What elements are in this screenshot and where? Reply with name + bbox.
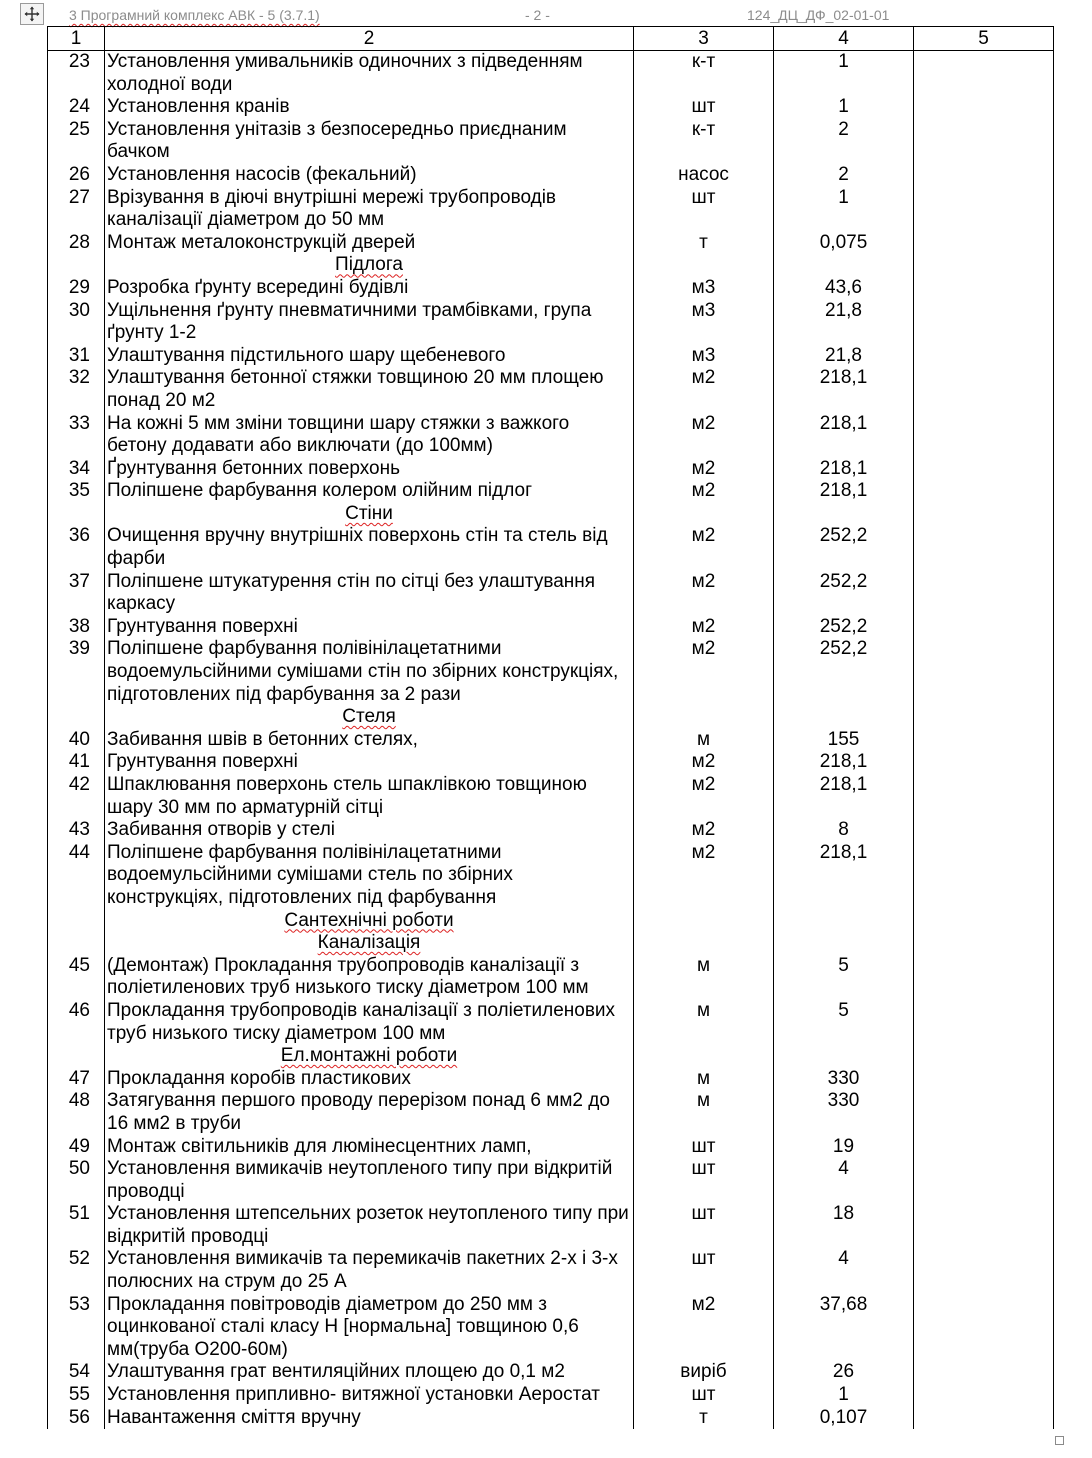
row-note — [914, 300, 1054, 345]
row-number: 26 — [48, 164, 105, 187]
section-cell-note — [914, 910, 1054, 933]
row-number: 38 — [48, 616, 105, 639]
row-description: Прокладання коробів пластикових — [105, 1068, 634, 1091]
table-row — [48, 1203, 1054, 1248]
row-number: 54 — [48, 1361, 105, 1384]
section-cell — [105, 503, 634, 526]
section-title: Ел.монтажні роботи — [280, 1045, 458, 1067]
row-note — [914, 1090, 1054, 1135]
section-cell — [105, 254, 634, 277]
row-description: Монтаж світильників для люмінесцентних ламп, — [105, 1136, 634, 1159]
row-unit: м — [634, 729, 774, 752]
row-quantity: 21,8 — [774, 300, 914, 345]
table-row — [48, 1068, 1054, 1091]
row-note — [914, 1158, 1054, 1203]
row-number: 23 — [48, 51, 105, 97]
row-description: Забивання швів в бетонних стелях, — [105, 729, 634, 752]
row-description: Установлення штепсельних розеток неутопленого типу при відкритій проводці — [105, 1203, 634, 1248]
row-quantity: 1 — [774, 96, 914, 119]
row-note — [914, 277, 1054, 300]
row-unit: м2 — [634, 774, 774, 819]
section-cell-number — [48, 910, 105, 933]
row-unit: м2 — [634, 1294, 774, 1362]
row-note — [914, 1203, 1054, 1248]
row-quantity: 2 — [774, 164, 914, 187]
section-cell-unit — [634, 1045, 774, 1068]
row-note — [914, 458, 1054, 481]
row-number: 56 — [48, 1407, 105, 1430]
section-cell-note — [914, 932, 1054, 955]
row-number: 35 — [48, 480, 105, 503]
row-unit: м3 — [634, 277, 774, 300]
row-unit: м2 — [634, 616, 774, 639]
row-note — [914, 51, 1054, 97]
row-unit: м — [634, 1068, 774, 1091]
row-description: Установлення вимикачів неутопленого типу при відкритій проводці — [105, 1158, 634, 1203]
row-description: Улаштування підстильного шару щебеневого — [105, 345, 634, 368]
row-description: Розробка ґрунту всередині будівлі — [105, 277, 634, 300]
row-note — [914, 1000, 1054, 1045]
row-quantity: 218,1 — [774, 367, 914, 412]
table-row — [48, 774, 1054, 819]
section-row — [48, 706, 1054, 729]
row-number: 29 — [48, 277, 105, 300]
column-header-row — [48, 27, 1054, 51]
section-title: Стіни — [345, 502, 393, 524]
row-note — [914, 955, 1054, 1000]
row-quantity: 0,107 — [774, 1407, 914, 1430]
row-description: Поліпшене фарбування полівінілацетатними водоемульсійними сумішами стель по збірних конструкціях, підготовлених під фарбування — [105, 842, 634, 910]
row-unit: шт — [634, 1248, 774, 1293]
row-quantity: 218,1 — [774, 751, 914, 774]
table-row — [48, 955, 1054, 1000]
row-description: Навантаження сміття вручну — [105, 1407, 634, 1430]
row-quantity: 0,075 — [774, 232, 914, 255]
section-cell-unit — [634, 910, 774, 933]
row-number: 41 — [48, 751, 105, 774]
row-note — [914, 1407, 1054, 1430]
row-quantity: 218,1 — [774, 842, 914, 910]
section-title: Підлога — [335, 254, 403, 276]
section-cell — [105, 932, 634, 955]
row-unit: м2 — [634, 638, 774, 706]
row-quantity: 8 — [774, 819, 914, 842]
row-description: Грунтування поверхні — [105, 751, 634, 774]
table-row — [48, 842, 1054, 910]
row-description: Установлення насосів (фекальний) — [105, 164, 634, 187]
row-number: 51 — [48, 1203, 105, 1248]
row-unit: насос — [634, 164, 774, 187]
row-number: 53 — [48, 1294, 105, 1362]
row-quantity: 19 — [774, 1136, 914, 1159]
row-unit: м2 — [634, 413, 774, 458]
row-quantity: 1 — [774, 51, 914, 97]
row-note — [914, 616, 1054, 639]
table-row — [48, 1361, 1054, 1384]
section-cell-qty — [774, 932, 914, 955]
row-note — [914, 187, 1054, 232]
header-page-number: - 2 - — [525, 7, 550, 23]
row-quantity: 5 — [774, 1000, 914, 1045]
row-note — [914, 819, 1054, 842]
table-row — [48, 277, 1054, 300]
row-quantity: 5 — [774, 955, 914, 1000]
section-cell-qty — [774, 254, 914, 277]
row-number: 28 — [48, 232, 105, 255]
table-row — [48, 616, 1054, 639]
table-row — [48, 638, 1054, 706]
row-quantity: 18 — [774, 1203, 914, 1248]
section-cell-unit — [634, 932, 774, 955]
table-row — [48, 729, 1054, 752]
table-row — [48, 232, 1054, 255]
section-cell-unit — [634, 706, 774, 729]
row-quantity: 21,8 — [774, 345, 914, 368]
row-unit: м2 — [634, 458, 774, 481]
row-number: 32 — [48, 367, 105, 412]
table-move-handle-icon[interactable] — [20, 3, 44, 25]
row-description: Монтаж металоконструкцій дверей — [105, 232, 634, 255]
row-description: Ущільнення ґрунту пневматичними трамбівками, група ґрунту 1-2 — [105, 300, 634, 345]
row-number: 36 — [48, 525, 105, 570]
row-number: 46 — [48, 1000, 105, 1045]
section-cell-note — [914, 254, 1054, 277]
section-row — [48, 910, 1054, 933]
row-unit: м3 — [634, 345, 774, 368]
row-description: На кожні 5 мм зміни товщини шару стяжки з важкого бетону додавати або виключати (до 100мм) — [105, 413, 634, 458]
row-number: 24 — [48, 96, 105, 119]
row-unit: м2 — [634, 842, 774, 910]
row-number: 50 — [48, 1158, 105, 1203]
row-description: Установлення умивальників одиночних з підведенням холодної води — [105, 51, 634, 97]
row-quantity: 4 — [774, 1158, 914, 1203]
row-note — [914, 525, 1054, 570]
row-quantity: 4 — [774, 1248, 914, 1293]
table-body — [48, 51, 1054, 1430]
section-cell-qty — [774, 910, 914, 933]
section-title: Стеля — [342, 706, 396, 728]
row-unit: м2 — [634, 819, 774, 842]
row-description: Установлення кранів — [105, 96, 634, 119]
row-description: Забивання отворів у стелі — [105, 819, 634, 842]
table-row — [48, 413, 1054, 458]
row-quantity: 1 — [774, 187, 914, 232]
row-number: 27 — [48, 187, 105, 232]
row-description: Улаштування грат вентиляційних площею до 0,1 м2 — [105, 1361, 634, 1384]
row-quantity: 26 — [774, 1361, 914, 1384]
section-row — [48, 932, 1054, 955]
column-header: 2 — [105, 27, 634, 51]
table-row — [48, 1248, 1054, 1293]
table-row — [48, 96, 1054, 119]
row-unit: виріб — [634, 1361, 774, 1384]
row-note — [914, 774, 1054, 819]
row-description: Поліпшене фарбування полівінілацетатними водоемульсійними сумішами стін по збірних конструкціях, підготовлених під фарбування за 2 рази — [105, 638, 634, 706]
section-cell-qty — [774, 706, 914, 729]
section-cell-number — [48, 254, 105, 277]
row-note — [914, 1361, 1054, 1384]
section-cell-qty — [774, 1045, 914, 1068]
row-note — [914, 164, 1054, 187]
table-row — [48, 367, 1054, 412]
column-header: 4 — [774, 27, 914, 51]
table-row — [48, 1384, 1054, 1407]
row-unit: м — [634, 1090, 774, 1135]
table-row — [48, 187, 1054, 232]
row-number: 30 — [48, 300, 105, 345]
row-quantity: 252,2 — [774, 638, 914, 706]
table-row — [48, 300, 1054, 345]
section-cell-qty — [774, 503, 914, 526]
row-note — [914, 413, 1054, 458]
table-row — [48, 751, 1054, 774]
row-note — [914, 345, 1054, 368]
row-description: Установлення унітазів з безпосередньо приєднаним бачком — [105, 119, 634, 164]
table-row — [48, 1294, 1054, 1362]
column-header: 5 — [914, 27, 1054, 51]
row-description: Установлення припливно- витяжної установки Аеростат — [105, 1384, 634, 1407]
table-row — [48, 1158, 1054, 1203]
row-number: 52 — [48, 1248, 105, 1293]
section-cell-note — [914, 503, 1054, 526]
table-row — [48, 525, 1054, 570]
row-note — [914, 638, 1054, 706]
row-quantity: 218,1 — [774, 413, 914, 458]
table-row — [48, 1000, 1054, 1045]
row-note — [914, 751, 1054, 774]
row-quantity: 2 — [774, 119, 914, 164]
section-cell-number — [48, 1045, 105, 1068]
row-number: 40 — [48, 729, 105, 752]
table-row — [48, 819, 1054, 842]
row-number: 48 — [48, 1090, 105, 1135]
row-number: 39 — [48, 638, 105, 706]
estimate-table — [47, 26, 1054, 1429]
row-note — [914, 1294, 1054, 1362]
row-unit: шт — [634, 1384, 774, 1407]
section-row — [48, 254, 1054, 277]
section-cell — [105, 706, 634, 729]
row-unit: т — [634, 232, 774, 255]
row-number: 47 — [48, 1068, 105, 1091]
section-cell-number — [48, 932, 105, 955]
row-number: 55 — [48, 1384, 105, 1407]
row-note — [914, 367, 1054, 412]
row-number: 34 — [48, 458, 105, 481]
row-unit: шт — [634, 187, 774, 232]
row-description: Улаштування бетонної стяжки товщиною 20 мм площею понад 20 м2 — [105, 367, 634, 412]
row-unit: шт — [634, 1136, 774, 1159]
table-row — [48, 1136, 1054, 1159]
row-quantity: 252,2 — [774, 616, 914, 639]
row-unit: шт — [634, 1203, 774, 1248]
row-description: Поліпшене фарбування колером олійним підлог — [105, 480, 634, 503]
row-unit: м2 — [634, 480, 774, 503]
row-note — [914, 571, 1054, 616]
section-row — [48, 503, 1054, 526]
row-quantity: 218,1 — [774, 774, 914, 819]
row-unit: м2 — [634, 367, 774, 412]
row-note — [914, 729, 1054, 752]
section-cell-note — [914, 1045, 1054, 1068]
header-program: 3 Програмний комплекс АВК - 5 (3.7.1) — [69, 7, 320, 23]
row-note — [914, 1248, 1054, 1293]
row-description: Шпаклювання поверхонь стель шпаклівкою товщиною шару 30 мм по арматурній сітці — [105, 774, 634, 819]
row-number: 31 — [48, 345, 105, 368]
row-description: Затягування першого проводу перерізом понад 6 мм2 до 16 мм2 в труби — [105, 1090, 634, 1135]
row-number: 49 — [48, 1136, 105, 1159]
column-header: 3 — [634, 27, 774, 51]
row-unit: к-т — [634, 119, 774, 164]
row-unit: т — [634, 1407, 774, 1430]
row-note — [914, 232, 1054, 255]
row-quantity: 252,2 — [774, 525, 914, 570]
row-description: (Демонтаж) Прокладання трубопроводів каналізації з поліетиленових труб низького тиску діаметром 100 мм — [105, 955, 634, 1000]
row-quantity: 43,6 — [774, 277, 914, 300]
row-quantity: 330 — [774, 1068, 914, 1091]
table-row — [48, 345, 1054, 368]
row-description: Прокладання трубопроводів каналізації з поліетиленових труб низького тиску діаметром 100 мм — [105, 1000, 634, 1045]
row-number: 42 — [48, 774, 105, 819]
table-row — [48, 1090, 1054, 1135]
section-cell — [105, 910, 634, 933]
row-unit: м3 — [634, 300, 774, 345]
section-cell-number — [48, 706, 105, 729]
row-quantity: 252,2 — [774, 571, 914, 616]
row-unit: шт — [634, 96, 774, 119]
section-cell — [105, 1045, 634, 1068]
row-description: Поліпшене штукатурення стін по сітці без улаштування каркасу — [105, 571, 634, 616]
table-row — [48, 480, 1054, 503]
row-number: 45 — [48, 955, 105, 1000]
column-header: 1 — [48, 27, 105, 51]
row-number: 43 — [48, 819, 105, 842]
row-number: 44 — [48, 842, 105, 910]
row-note — [914, 1136, 1054, 1159]
table-row — [48, 1407, 1054, 1430]
section-row — [48, 1045, 1054, 1068]
row-number: 25 — [48, 119, 105, 164]
row-description: Прокладання повітроводів діаметром до 250 мм з оцинкованої сталі класу Н [нормальна] товщиною 0,6 мм(труба О200-60м) — [105, 1294, 634, 1362]
table-row — [48, 571, 1054, 616]
table-resize-handle[interactable] — [1055, 1436, 1064, 1445]
row-description: Установлення вимикачів та перемикачів пакетних 2-х і 3-х полюсних на струм до 25 А — [105, 1248, 634, 1293]
row-unit: м — [634, 955, 774, 1000]
section-cell-unit — [634, 503, 774, 526]
row-note — [914, 119, 1054, 164]
table-row — [48, 51, 1054, 97]
row-description: Очищення вручну внутрішніх поверхонь стін та стель від фарби — [105, 525, 634, 570]
row-unit: к-т — [634, 51, 774, 97]
row-note — [914, 1384, 1054, 1407]
row-unit: м2 — [634, 525, 774, 570]
row-description: Ґрунтування бетонних поверхонь — [105, 458, 634, 481]
row-description: Грунтування поверхні — [105, 616, 634, 639]
row-quantity: 330 — [774, 1090, 914, 1135]
section-title: Каналізація — [317, 932, 421, 954]
table-row — [48, 458, 1054, 481]
header-document-code: 124_ДЦ_ДФ_02-01-01 — [747, 7, 890, 23]
page-header — [47, 6, 1053, 26]
row-unit: шт — [634, 1158, 774, 1203]
section-cell-note — [914, 706, 1054, 729]
table-row — [48, 164, 1054, 187]
section-title: Сантехнічні роботи — [284, 909, 454, 931]
row-quantity: 1 — [774, 1384, 914, 1407]
row-description: Врізування в діючі внутрішні мережі трубопроводів каналізації діаметром до 50 мм — [105, 187, 634, 232]
section-cell-number — [48, 503, 105, 526]
row-quantity: 218,1 — [774, 458, 914, 481]
table-row — [48, 119, 1054, 164]
row-quantity: 37,68 — [774, 1294, 914, 1362]
row-note — [914, 842, 1054, 910]
section-cell-unit — [634, 254, 774, 277]
row-note — [914, 1068, 1054, 1091]
row-quantity: 218,1 — [774, 480, 914, 503]
row-number: 37 — [48, 571, 105, 616]
row-quantity: 155 — [774, 729, 914, 752]
row-note — [914, 480, 1054, 503]
row-number: 33 — [48, 413, 105, 458]
row-unit: м — [634, 1000, 774, 1045]
row-unit: м2 — [634, 751, 774, 774]
row-note — [914, 96, 1054, 119]
row-unit: м2 — [634, 571, 774, 616]
